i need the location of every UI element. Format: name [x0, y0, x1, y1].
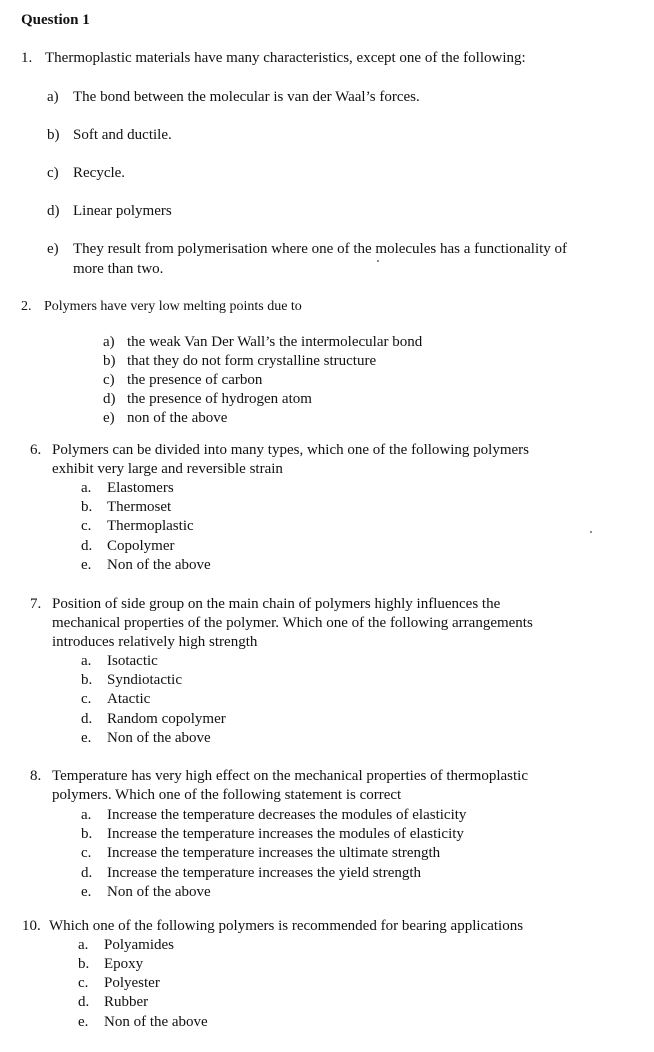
option-text: the presence of hydrogen atom — [127, 391, 312, 407]
option-label: c. — [81, 691, 92, 707]
question-number: 8. — [30, 768, 42, 784]
option-text: Copolymer — [107, 538, 175, 554]
option-text: Elastomers — [107, 480, 174, 496]
option-text: the weak Van Der Wall’s the intermolecular bond — [127, 334, 423, 350]
option-text: Random copolymer — [107, 711, 226, 727]
question-number: 2. — [21, 299, 32, 314]
option-label: b. — [81, 499, 93, 515]
option-text: Increase the temperature increases the ultimate strength — [107, 845, 441, 861]
option-text: Thermoset — [107, 499, 172, 515]
option-label: e) — [103, 410, 115, 426]
question-heading: Question 1 — [21, 12, 90, 28]
question-text: Which one of the following polymers is recommended for bearing applications — [49, 918, 524, 934]
question-number: 1. — [21, 50, 33, 66]
option-text: Atactic — [107, 691, 151, 707]
option-text: Thermoplastic — [107, 518, 194, 534]
option-label: b. — [81, 672, 93, 688]
option-label: a. — [78, 937, 89, 953]
option-label: e. — [81, 884, 92, 900]
option-text: Non of the above — [107, 557, 211, 573]
option-text: Polyamides — [104, 937, 174, 953]
option-label: c. — [81, 845, 92, 861]
option-text: that they do not form crystalline structure — [127, 353, 377, 369]
question-text: Polymers have very low melting points due to — [44, 299, 302, 314]
option-text: Non of the above — [104, 1014, 208, 1030]
option-label: d. — [78, 994, 90, 1010]
question-text-line-1: Temperature has very high effect on the mechanical properties of thermoplastic — [52, 768, 528, 784]
option-label: b. — [78, 956, 90, 972]
option-label: a) — [103, 334, 115, 350]
option-label: b) — [47, 127, 60, 143]
option-label: b) — [103, 353, 116, 369]
option-label: d. — [81, 538, 93, 554]
option-label: c) — [103, 372, 115, 388]
option-text: Linear polymers — [73, 203, 172, 219]
question-text-line-1: Position of side group on the main chain of polymers highly influences the — [52, 596, 501, 612]
option-label: e. — [78, 1014, 89, 1030]
option-text: Non of the above — [107, 730, 211, 746]
question-number: 6. — [30, 442, 42, 458]
option-text: Increase the temperature decreases the modules of elasticity — [107, 807, 467, 823]
option-label: c) — [47, 165, 59, 181]
option-label: b. — [81, 826, 93, 842]
scan-speck — [377, 260, 379, 262]
option-text: They result from polymerisation where one of the molecules has a functionality of — [73, 241, 568, 257]
option-text: Syndiotactic — [107, 672, 182, 688]
option-text: Recycle. — [73, 165, 126, 181]
question-text-line-2: polymers. Which one of the following statement is correct — [52, 787, 402, 803]
question-text-line-2: mechanical properties of the polymer. Which one of the following arrangements — [52, 615, 533, 631]
option-label: e. — [81, 557, 92, 573]
option-text: non of the above — [127, 410, 228, 426]
option-label: d. — [81, 865, 93, 881]
option-label: e) — [47, 241, 59, 257]
option-label: a. — [81, 653, 92, 669]
option-text: Soft and ductile. — [73, 127, 172, 143]
option-text-continued: more than two. — [73, 261, 164, 277]
scan-speck — [590, 531, 592, 533]
option-text: The bond between the molecular is van der Waal’s forces. — [73, 89, 420, 105]
option-text: Epoxy — [104, 956, 144, 972]
option-label: c. — [78, 975, 89, 991]
option-text: Isotactic — [107, 653, 158, 669]
option-text: Polyester — [104, 975, 160, 991]
question-text-line-2: exhibit very large and reversible strain — [52, 461, 283, 477]
option-label: a. — [81, 807, 92, 823]
option-label: a) — [47, 89, 59, 105]
option-label: d. — [81, 711, 93, 727]
option-text: Rubber — [104, 994, 149, 1010]
option-label: c. — [81, 518, 92, 534]
question-text-line-3: introduces relatively high strength — [52, 634, 258, 650]
option-text: Increase the temperature increases the yield strength — [107, 865, 422, 881]
question-number: 10. — [22, 918, 41, 934]
option-label: d) — [103, 391, 116, 407]
option-text: Increase the temperature increases the modules of elasticity — [107, 826, 464, 842]
option-text: the presence of carbon — [127, 372, 263, 388]
question-text: Thermoplastic materials have many characteristics, except one of the following: — [45, 50, 526, 66]
question-text-line-1: Polymers can be divided into many types, which one of the following polymers — [52, 442, 529, 458]
option-label: d) — [47, 203, 60, 219]
question-number: 7. — [30, 596, 42, 612]
option-text: Non of the above — [107, 884, 211, 900]
option-label: a. — [81, 480, 92, 496]
option-label: e. — [81, 730, 92, 746]
